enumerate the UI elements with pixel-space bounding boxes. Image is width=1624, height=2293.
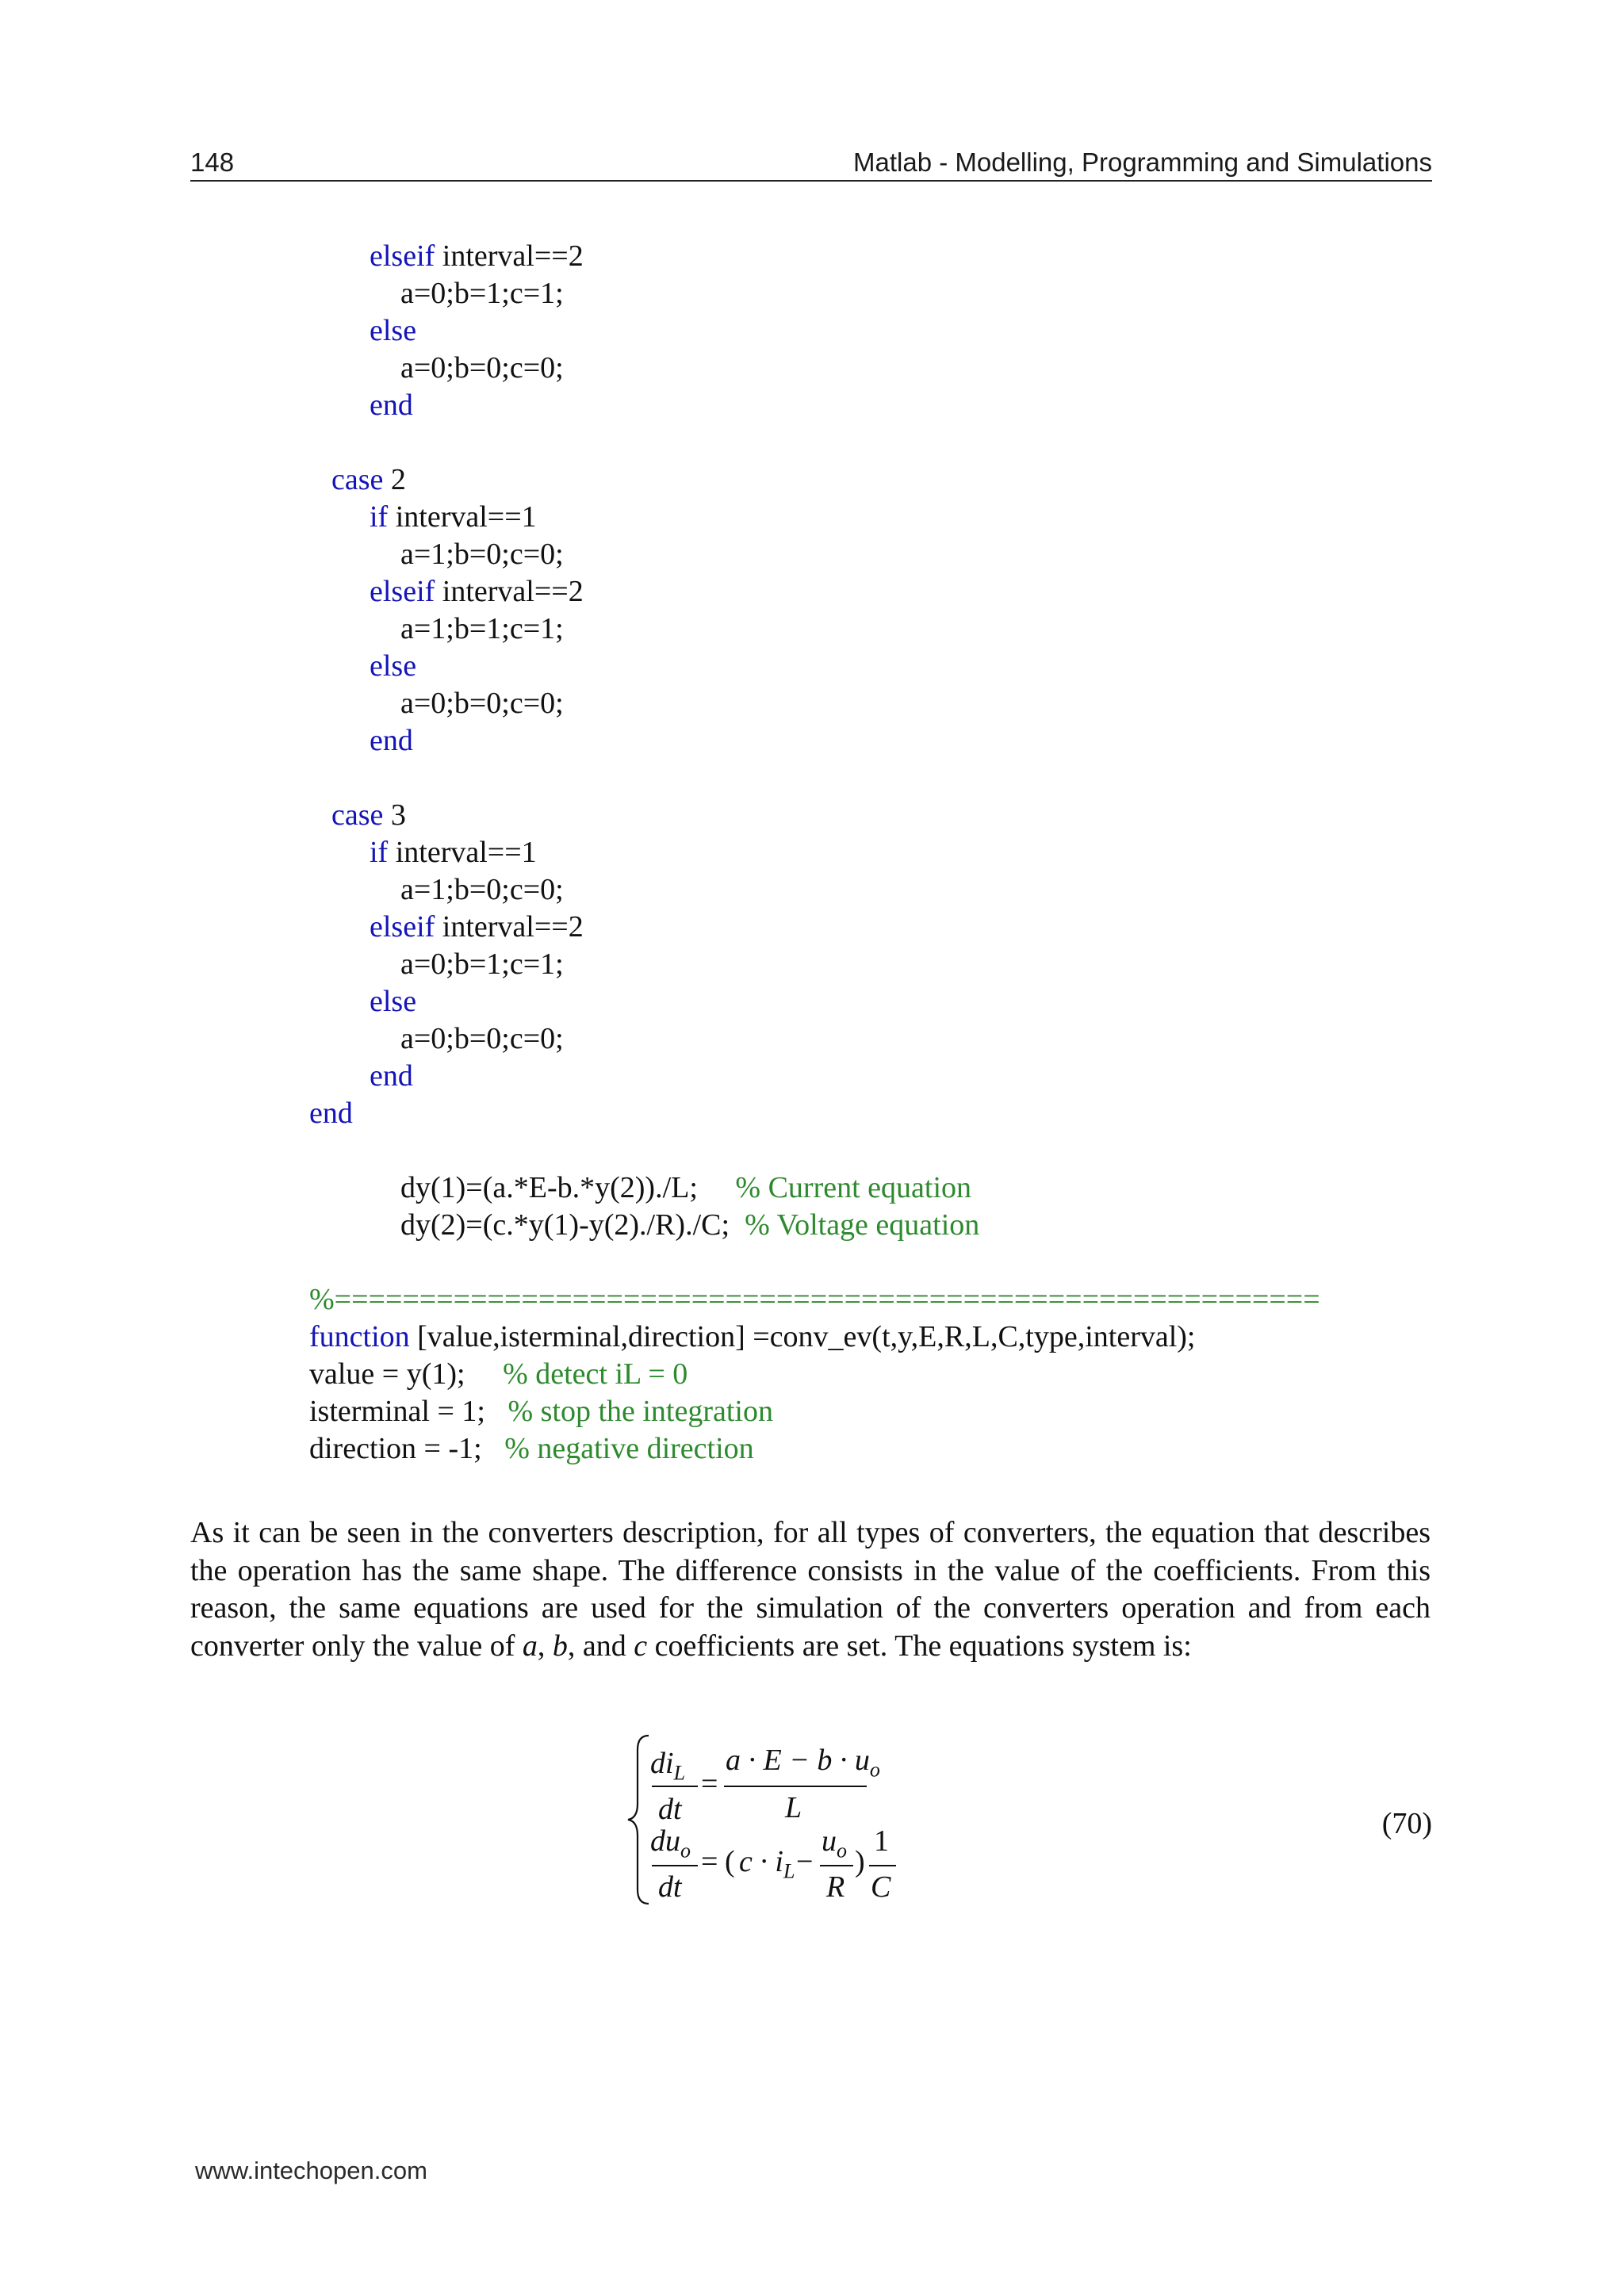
code-text: interval==2 — [435, 575, 584, 608]
eq2-lhs-den: dt — [658, 1870, 682, 1904]
code-text: interval==2 — [435, 239, 584, 273]
code-keyword: function — [309, 1320, 410, 1353]
code-keyword: else — [370, 649, 417, 683]
code-line — [0, 499, 1624, 536]
code-text: interval==1 — [388, 836, 537, 869]
code-line — [0, 312, 1624, 350]
body-paragraph — [190, 1514, 1431, 1665]
code-line — [0, 1095, 1624, 1132]
code-line — [0, 1281, 1624, 1319]
code-text: dy(2)=(c.*y(1)-y(2)./R)./C; — [400, 1208, 745, 1242]
eq2-last-num: 1 — [874, 1824, 889, 1858]
eq2-equals: = — [701, 1845, 718, 1878]
code-text: [value,isterminal,direction] =conv_ev(t,y,E,R,L,C,type,interval); — [409, 1320, 1196, 1353]
code-comment: %========================================================== — [309, 1283, 1320, 1316]
code-line — [0, 350, 1624, 387]
code-line — [0, 387, 1624, 424]
code-keyword: end — [370, 1059, 413, 1093]
var-c: c — [634, 1629, 648, 1663]
code-line — [0, 1020, 1624, 1058]
code-text: isterminal = 1; — [309, 1395, 508, 1428]
code-keyword: if — [370, 836, 389, 869]
var-a: a — [522, 1629, 538, 1663]
eq1-rhs-bar — [724, 1786, 867, 1787]
code-line — [0, 834, 1624, 871]
code-text: interval==1 — [388, 500, 537, 534]
paragraph-text-2: coefficients are set. The equations system is: — [647, 1629, 1192, 1663]
code-text: interval==2 — [435, 910, 584, 944]
code-line — [0, 871, 1624, 909]
code-text: a=1;b=0;c=0; — [400, 538, 564, 571]
eq1-rhs-num: $a \cdot E - b \cdot u_o$ — [726, 1744, 880, 1782]
code-line — [0, 1430, 1624, 1468]
eq1-rhs-den: L — [785, 1791, 802, 1824]
eq2-minus: − — [796, 1845, 814, 1878]
code-line — [0, 461, 1624, 499]
code-comment: % Voltage equation — [745, 1208, 980, 1242]
eq1-lhs-num: $di_L$ — [650, 1747, 686, 1785]
paragraph-sep-1: , — [537, 1629, 553, 1663]
code-text: value = y(1); — [309, 1357, 504, 1391]
running-title: Matlab - Modelling, Programming and Simulations — [853, 147, 1432, 177]
eq2-term: $c \cdot i_L$ — [739, 1845, 795, 1883]
code-comment: % detect iL = 0 — [503, 1357, 688, 1391]
code-line — [0, 1319, 1624, 1356]
code-line — [0, 1244, 1624, 1281]
eq2-lhs-num: $du_o$ — [650, 1824, 691, 1862]
code-line — [0, 1393, 1624, 1430]
code-keyword: elseif — [370, 910, 435, 944]
code-line — [0, 760, 1624, 797]
code-line — [0, 1058, 1624, 1095]
code-keyword: elseif — [370, 575, 435, 608]
code-line — [0, 685, 1624, 722]
code-keyword: elseif — [370, 239, 435, 273]
eq2-frac-den: R — [826, 1870, 845, 1904]
code-line — [0, 797, 1624, 834]
code-keyword: case — [331, 798, 384, 832]
code-line — [0, 983, 1624, 1020]
code-line — [0, 424, 1624, 461]
code-keyword: case — [331, 463, 384, 496]
code-keyword: if — [370, 500, 389, 534]
code-text: a=0;b=0;c=0; — [400, 687, 564, 720]
header-rule — [190, 180, 1432, 182]
code-line — [0, 722, 1624, 760]
code-line — [0, 611, 1624, 648]
eq2-last-den: C — [871, 1870, 891, 1904]
code-line — [0, 536, 1624, 573]
code-text: a=0;b=1;c=1; — [400, 947, 564, 981]
code-text: a=0;b=1;c=1; — [400, 277, 564, 310]
code-line — [0, 909, 1624, 946]
eq2-frac-bar — [820, 1865, 853, 1866]
code-text: a=1;b=1;c=1; — [400, 612, 564, 645]
eq1-equals: = — [701, 1767, 718, 1801]
code-line — [0, 1169, 1624, 1207]
code-text: 3 — [383, 798, 406, 832]
code-keyword: else — [370, 985, 417, 1018]
code-comment: % Current equation — [735, 1171, 972, 1204]
footer-url: www.intechopen.com — [195, 2157, 427, 2184]
code-keyword: end — [370, 724, 413, 757]
eq1-lhs-bar — [652, 1786, 698, 1787]
code-text: direction = -1; — [309, 1432, 505, 1465]
code-line — [0, 1132, 1624, 1169]
code-text: a=1;b=0;c=0; — [400, 873, 564, 906]
code-line — [0, 648, 1624, 685]
page-number: 148 — [190, 147, 235, 177]
code-line — [0, 573, 1624, 611]
code-text: a=0;b=0;c=0; — [400, 1022, 564, 1055]
code-listing — [0, 238, 1624, 1468]
eq2-open-paren: ( — [725, 1845, 735, 1878]
eq2-close-paren: ) — [855, 1845, 865, 1878]
eq2-last-bar — [869, 1865, 896, 1866]
code-text: dy(1)=(a.*E-b.*y(2))./L; — [400, 1171, 736, 1204]
paragraph-sep-2: , and — [567, 1629, 634, 1663]
code-line — [0, 238, 1624, 275]
var-b: b — [552, 1629, 568, 1663]
code-keyword: end — [309, 1097, 353, 1130]
eq2-frac-num: $u_o$ — [822, 1824, 847, 1862]
eq1-lhs-den: dt — [658, 1793, 682, 1826]
code-keyword: end — [370, 389, 413, 422]
equation-number: (70) — [1381, 1807, 1432, 1840]
code-comment: % stop the integration — [508, 1395, 773, 1428]
code-line — [0, 1356, 1624, 1393]
code-keyword: else — [370, 314, 417, 347]
code-line — [0, 275, 1624, 312]
code-line — [0, 1207, 1624, 1244]
code-text: 2 — [383, 463, 406, 496]
eq2-lhs-bar — [652, 1865, 698, 1866]
code-comment: % negative direction — [504, 1432, 754, 1465]
paragraph-text-1: As it can be seen in the converters description, for all types of converters, the equation that describes the operation has the same shape. The difference consists in the value of the coefficients. From this reason, the same equations are used for the simulation of the converters operation and from each converter only the value of — [190, 1516, 1431, 1663]
code-line — [0, 946, 1624, 983]
code-text: a=0;b=0;c=0; — [400, 351, 564, 385]
